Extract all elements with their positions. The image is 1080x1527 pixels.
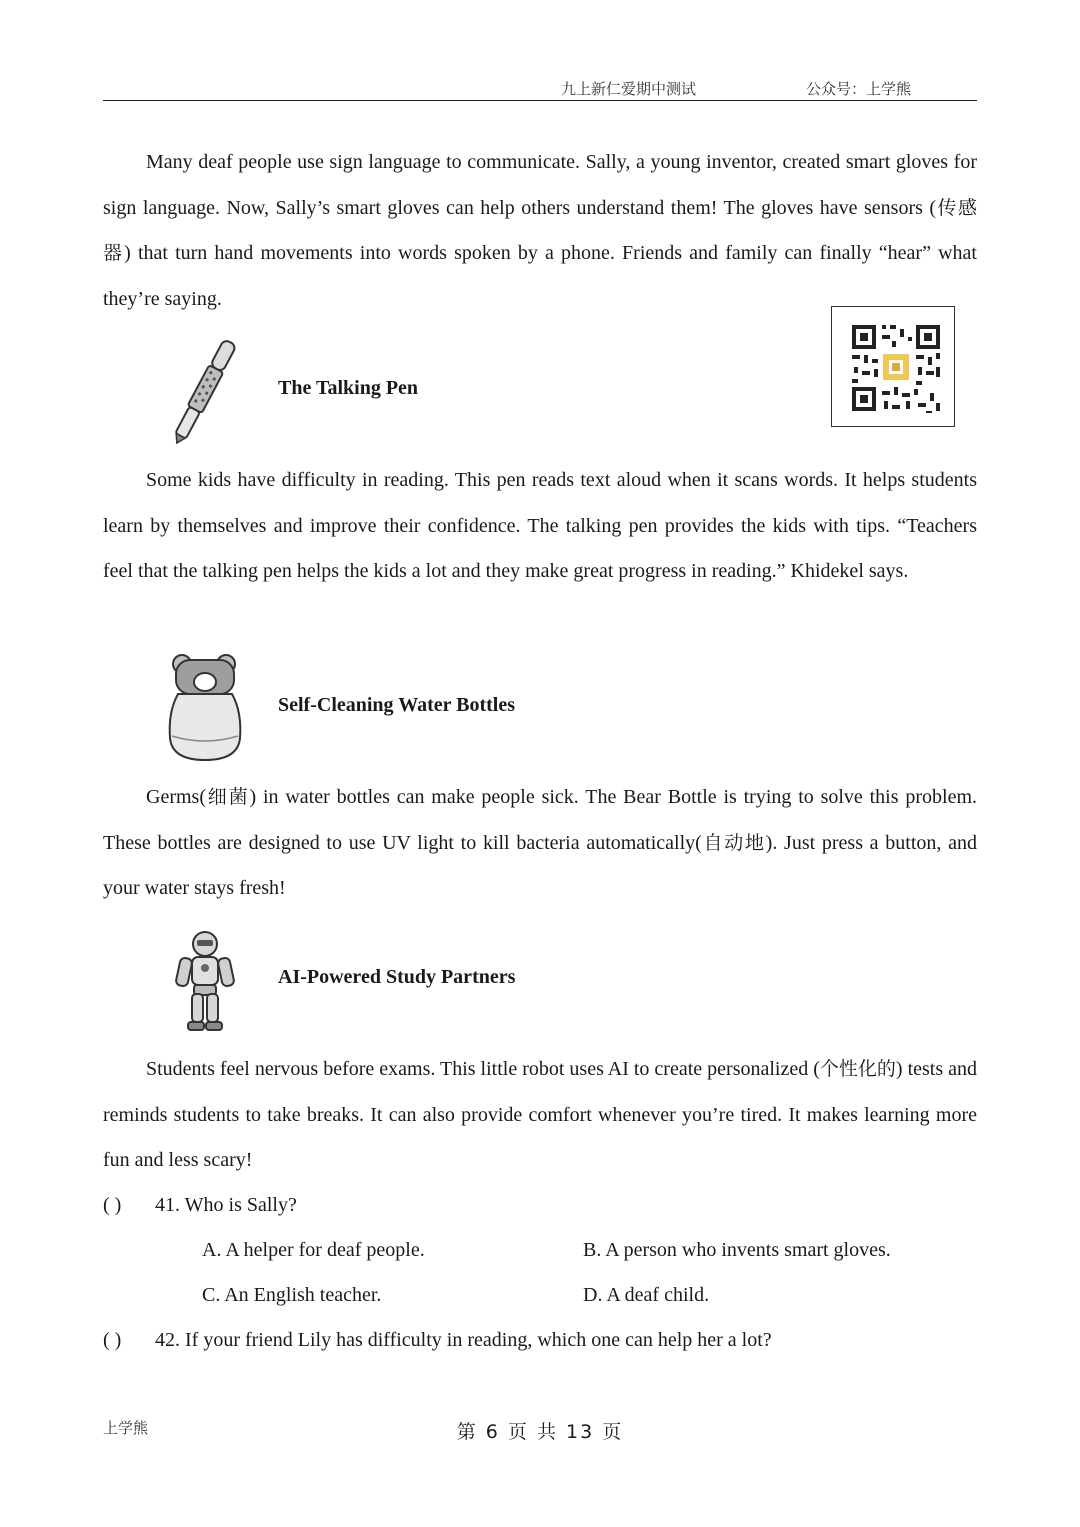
page-number: 第 6 页 共 13 页 — [456, 1421, 624, 1443]
answer-blank[interactable]: ( ) — [103, 1329, 122, 1351]
paragraph-water-bottles — [103, 775, 977, 912]
talking-pen-image — [160, 332, 250, 448]
answer-blank[interactable]: ( ) — [103, 1194, 122, 1216]
chinese-gloss: 个性化的 — [819, 1058, 896, 1080]
paragraph-text: Germs( — [146, 786, 206, 808]
paragraph-text: ) tests and reminds students to take breaks. It can also provide comfort whenever you’re tired. It makes learning more fun and less scary! — [103, 1058, 977, 1171]
option-b: B. A person who invents smart gloves. — [583, 1239, 891, 1261]
qr-code-image — [831, 306, 955, 427]
paragraph-smart-gloves — [103, 140, 977, 322]
paragraph-text: Students feel nervous before exams. This little robot uses AI to create personalized ( — [146, 1058, 820, 1080]
item-title-talking-pen: The Talking Pen — [278, 377, 419, 399]
option-d: D. A deaf child. — [583, 1284, 710, 1306]
header-title: 九上新仁爱期中测试 — [561, 80, 697, 98]
item-title-study-partners: AI-Powered Study Partners — [278, 966, 516, 988]
chinese-gloss: 传感器 — [103, 196, 977, 264]
footer-brand: 上学熊 — [103, 1419, 149, 1437]
paragraph-talking-pen: Some kids have difficulty in reading. This pen reads text aloud when it scans words. It helps students learn by themselves and improve their confidence. The talking pen provides the kids with tips. “Teachers feel that the talking pen helps the kids a lot and they make great progress in reading.” Khidekel says. — [103, 469, 977, 582]
page-header — [103, 76, 977, 101]
item-title-water-bottles: Self-Cleaning Water Bottles — [278, 694, 516, 716]
question-stem: 41. Who is Sally? — [155, 1194, 297, 1216]
question-stem: 42. If your friend Lily has difficulty in reading, which one can help her a lot? — [155, 1329, 772, 1351]
paragraph-text: ) that turn hand movements into words spoken by a phone. Friends and family can finally “hear” what they’re saying. — [103, 242, 977, 310]
robot-image — [170, 930, 240, 1034]
bear-bottle-image — [164, 652, 246, 764]
option-a: A. A helper for deaf people. — [202, 1239, 425, 1261]
paragraph-study-partners — [103, 1047, 977, 1184]
question-42 — [103, 1329, 772, 1352]
paragraph-text: Many deaf people use sign language to communicate. Sally, a young inventor, created smart gloves for sign language. Now, Sally’s smart gloves can help others understand them! The gloves have sensors ( — [103, 151, 977, 219]
chinese-gloss: 细菌 — [205, 786, 250, 808]
paragraph-text: ). Just press a button, and your water stays fresh! — [103, 831, 977, 899]
paragraph-text: ) in water bottles can make people sick. The Bear Bottle is trying to solve this problem. These bottles are designed to use UV light to kill bacteria automatically( — [103, 786, 977, 854]
header-account: 公众号：上学熊 — [806, 80, 912, 98]
option-c: C. An English teacher. — [202, 1284, 382, 1306]
question-41 — [103, 1194, 297, 1217]
chinese-gloss: 自动地 — [701, 831, 766, 854]
